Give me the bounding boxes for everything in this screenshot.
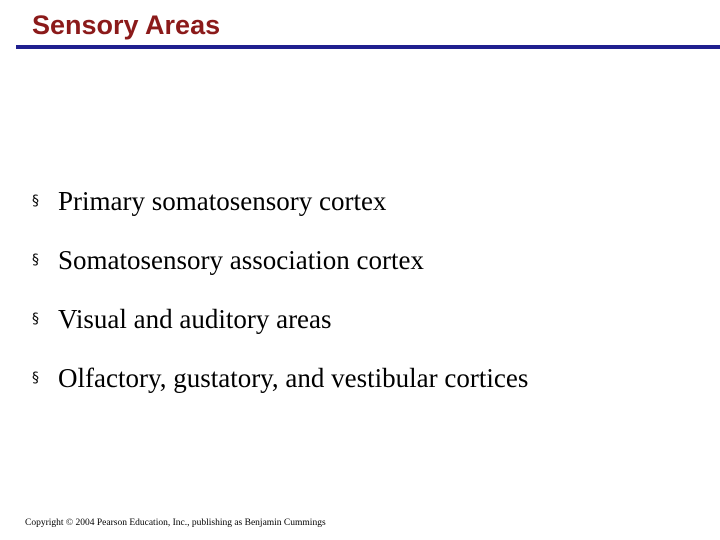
copyright-footer: Copyright © 2004 Pearson Education, Inc., publishing as Benjamin Cummings — [25, 518, 326, 528]
bullet-marker-icon: § — [32, 311, 39, 327]
slide-title: Sensory Areas — [32, 10, 221, 40]
bullet-item — [32, 365, 528, 392]
bullet-marker-icon: § — [32, 370, 39, 386]
bullet-item — [32, 247, 424, 274]
title-underline-rule — [16, 45, 720, 49]
bullet-item — [32, 188, 386, 215]
bullet-marker-icon: § — [32, 252, 39, 268]
bullet-text: Visual and auditory areas — [58, 304, 332, 334]
bullet-text: Primary somatosensory cortex — [58, 186, 387, 216]
bullet-marker-icon: § — [32, 193, 39, 209]
bullet-text: Olfactory, gustatory, and vestibular cortices — [58, 363, 529, 393]
bullet-text: Somatosensory association cortex — [58, 245, 424, 275]
bullet-item — [32, 306, 332, 333]
